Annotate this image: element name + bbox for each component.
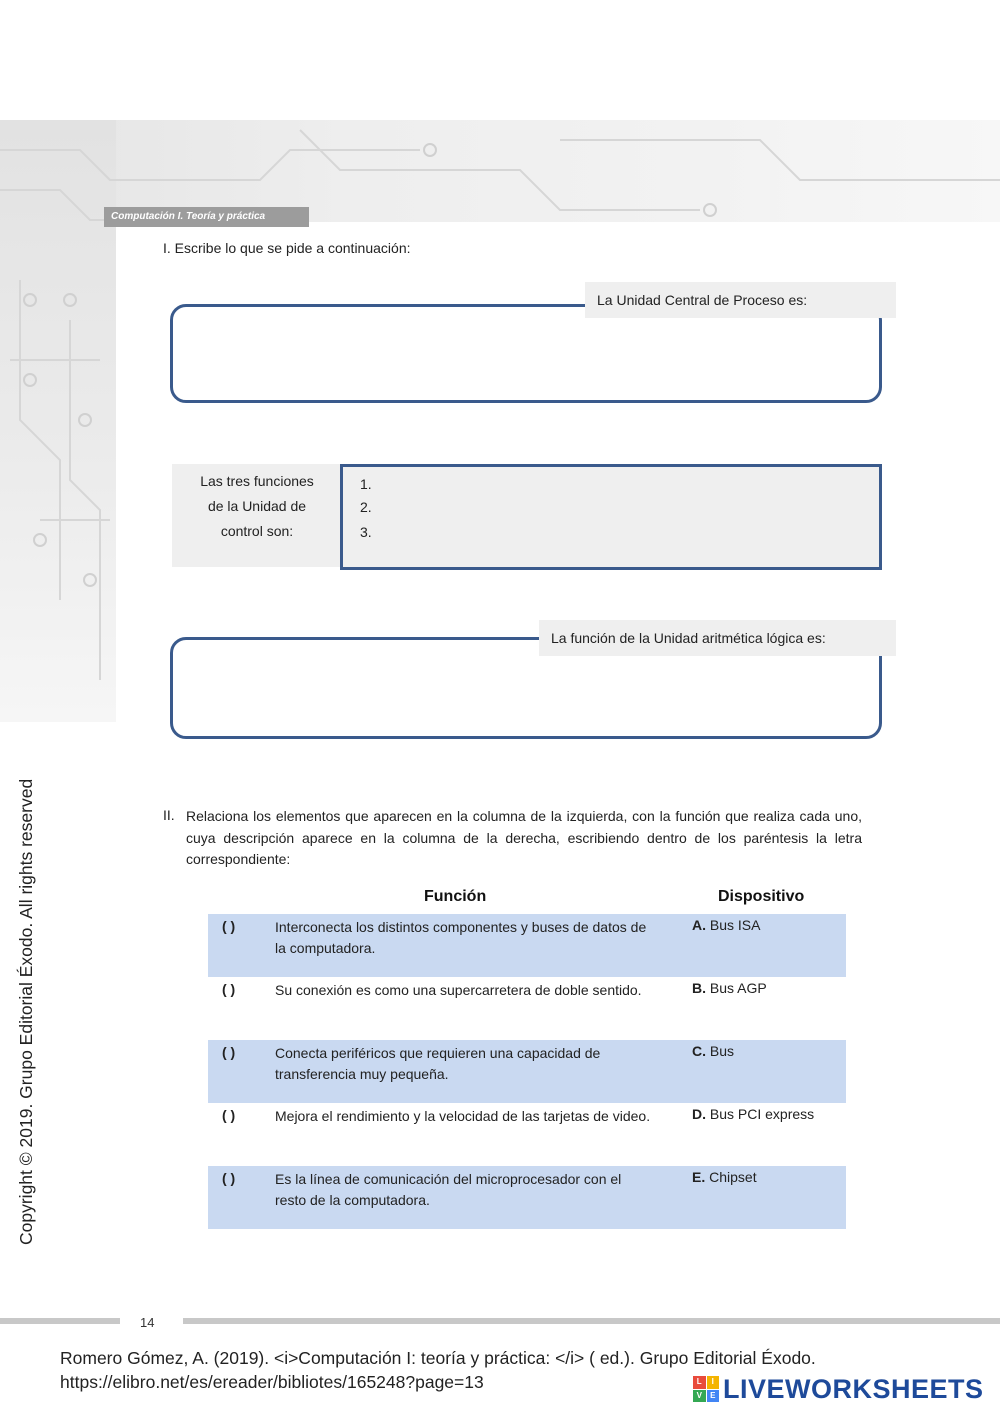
section-1-title: I. Escribe lo que se pide a continuación: bbox=[163, 240, 411, 256]
section-2-instructions: Relaciona los elementos que aparecen en la columna de la izquierda, con la función que realiza cada uno, cuya descripción aparece en la columna de la derecha, escribiendo dentro de los paréntesis la letra correspondiente: bbox=[186, 808, 862, 867]
column-header-device: Dispositivo bbox=[718, 888, 805, 905]
answer-number-2: 2. bbox=[360, 499, 372, 515]
cpu-question-label: La Unidad Central de Proceso es: bbox=[585, 282, 896, 318]
liveworksheets-logo[interactable] bbox=[693, 1372, 984, 1406]
device-option bbox=[692, 917, 760, 933]
device-name: Bus PCI express bbox=[709, 1106, 815, 1122]
device-option bbox=[692, 1106, 814, 1122]
device-option bbox=[692, 980, 767, 996]
answer-parenthesis[interactable]: ( ) bbox=[222, 981, 236, 997]
control-unit-label-line: Las tres funciones bbox=[200, 473, 314, 489]
device-name: Bus bbox=[709, 1043, 735, 1059]
device-name: Bus AGP bbox=[709, 980, 767, 996]
chapter-header-tab: Computación I. Teoría y práctica bbox=[104, 207, 309, 227]
device-option bbox=[692, 1043, 734, 1059]
function-description: Interconecta los distintos componentes y buses de datos de la computadora. bbox=[275, 919, 647, 956]
function-description: Su conexión es como una supercarretera de doble sentido. bbox=[275, 982, 642, 998]
device-name: Bus ISA bbox=[709, 917, 761, 933]
device-option bbox=[692, 1169, 757, 1185]
footer-divider bbox=[183, 1318, 1000, 1324]
answer-number-1: 1. bbox=[360, 476, 372, 492]
answer-parenthesis[interactable]: ( ) bbox=[222, 1107, 236, 1123]
answer-number-3: 3. bbox=[360, 524, 372, 540]
matching-row bbox=[208, 977, 846, 1040]
function-description: Es la línea de comunicación del microprocesador con el resto de la computadora. bbox=[275, 1171, 622, 1208]
control-unit-question-label bbox=[172, 464, 342, 567]
section-2-number: II. bbox=[163, 807, 175, 823]
answer-parenthesis[interactable]: ( ) bbox=[222, 918, 236, 934]
matching-row bbox=[208, 1166, 846, 1229]
function-description: Conecta periféricos que requieren una capacidad de transferencia muy pequeña. bbox=[275, 1045, 601, 1082]
alu-question-label: La función de la Unidad aritmética lógica es: bbox=[539, 620, 896, 656]
page-number: 14 bbox=[140, 1315, 155, 1330]
device-letter: E. bbox=[692, 1169, 706, 1185]
control-unit-label-line: de la Unidad de bbox=[207, 498, 307, 514]
logo-letter: I bbox=[707, 1376, 720, 1389]
logo-letter: L bbox=[693, 1376, 706, 1389]
citation-text: Romero Gómez, A. (2019). <i>Computación I: teoría y práctica: </i> ( ed.). Grupo Editorial Éxodo. https://elibro.net/es/ereader/bibliotes/165248?page=13 bbox=[60, 1348, 816, 1392]
device-name: Chipset bbox=[709, 1169, 757, 1185]
logo-letter: E bbox=[707, 1390, 720, 1403]
device-letter: D. bbox=[692, 1106, 706, 1122]
device-letter: B. bbox=[692, 980, 706, 996]
function-description: Mejora el rendimiento y la velocidad de las tarjetas de video. bbox=[275, 1108, 651, 1124]
answer-parenthesis[interactable]: ( ) bbox=[222, 1044, 236, 1060]
column-header-function: Función bbox=[424, 888, 487, 905]
logo-letter: V bbox=[693, 1390, 706, 1403]
device-letter: A. bbox=[692, 917, 706, 933]
liveworksheets-logo-text: LIVEWORKSHEETS bbox=[723, 1373, 984, 1404]
cpu-answer-box[interactable] bbox=[170, 304, 882, 403]
matching-row bbox=[208, 1040, 846, 1103]
matching-row bbox=[208, 914, 846, 977]
control-unit-label-line: control son: bbox=[220, 523, 294, 539]
matching-row bbox=[208, 1103, 846, 1166]
answer-parenthesis[interactable]: ( ) bbox=[222, 1170, 236, 1186]
copyright-notice: Copyright © 2019. Grupo Editorial Éxodo. All rights reserved bbox=[16, 778, 36, 1245]
footer-divider bbox=[0, 1318, 120, 1324]
device-letter: C. bbox=[692, 1043, 706, 1059]
control-unit-answer-box[interactable] bbox=[340, 464, 882, 570]
liveworksheets-icon bbox=[693, 1376, 719, 1402]
